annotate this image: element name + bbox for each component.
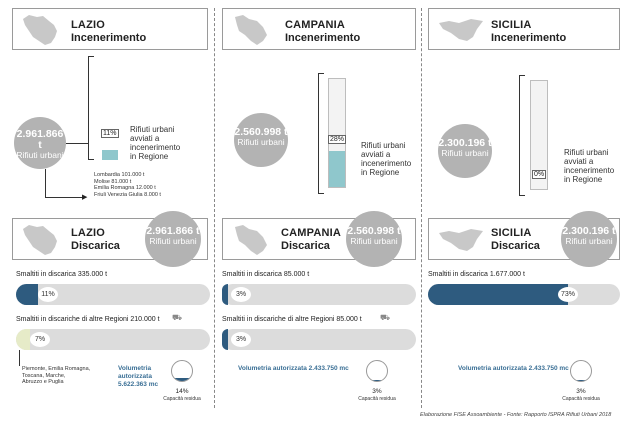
bar-fill xyxy=(16,284,38,305)
campania-capacity-percent: 3% xyxy=(372,388,382,395)
description-line: in Regione xyxy=(564,175,603,184)
region-name: SICILIA xyxy=(491,19,532,31)
campania-total-circle xyxy=(234,113,288,167)
list-item: Piemonte, Emilia Romagna, xyxy=(22,366,91,372)
campania-bracket-top xyxy=(318,73,324,74)
description-line: incenerimento xyxy=(361,159,412,168)
bar-fill xyxy=(222,329,228,350)
lazio-capacity-label: Capacità residua xyxy=(163,396,201,402)
sicilia-incenerimento-description xyxy=(564,148,614,184)
campania-discarica-total-circle xyxy=(346,211,402,267)
capacity-fill xyxy=(571,380,591,381)
bar-fill xyxy=(16,329,30,350)
sicilia-in-region-bar xyxy=(428,284,620,305)
arrow-right-icon: ▶ xyxy=(82,194,88,201)
volume-line: Volumetria autorizzata 2.433.750 mc xyxy=(458,365,569,372)
column-separator-2 xyxy=(421,8,422,408)
list-item: Abruzzo e Puglia xyxy=(22,379,64,385)
region-name: SICILIA xyxy=(491,227,532,239)
total-label: Rifiuti urbani xyxy=(16,150,64,160)
lazio-discarica-total-circle xyxy=(145,211,201,267)
lazio-arrow-horizontal xyxy=(45,197,84,198)
description-line: in Regione xyxy=(361,168,400,177)
bar-fill xyxy=(428,284,568,305)
lazio-bracket xyxy=(88,56,89,159)
campania-other-regions-bar xyxy=(222,329,416,350)
list-item: Lombardia 101.000 t xyxy=(94,172,145,178)
lazio-arrow-line xyxy=(45,169,46,197)
campania-other-regions-label: Smaltiti in discariche di altre Regioni 85.000 t xyxy=(222,316,362,323)
sicilia-bracket-bottom xyxy=(519,195,525,196)
total-value: 2.961.866 t xyxy=(16,128,64,151)
sicilia-capacity-label: Capacità residua xyxy=(562,396,600,402)
campania-tube-fill xyxy=(329,151,345,187)
total-value: 2.560.998 t xyxy=(347,225,401,237)
total-value: 2.560.998 t xyxy=(234,126,288,138)
volume-line: Volumetria autorizzata 2.433.750 mc xyxy=(238,365,349,372)
region-type: Incenerimento xyxy=(491,32,567,44)
sicilia-total-circle xyxy=(438,124,492,178)
lazio-map-icon xyxy=(21,13,59,47)
lazio-map-icon xyxy=(21,223,59,257)
lazio-other-regions-bar xyxy=(16,329,210,350)
total-label: Rifiuti urbani xyxy=(149,236,197,246)
total-value: 2.300.196 t xyxy=(438,137,492,149)
lazio-in-region-bar xyxy=(16,284,210,305)
lazio-volume-label xyxy=(118,365,158,389)
total-label: Rifiuti urbani xyxy=(350,236,398,246)
volume-line: autorizzata xyxy=(118,373,152,380)
bar-percent: 73% xyxy=(558,287,578,302)
lazio-bracket-link xyxy=(66,143,88,144)
campania-map-icon xyxy=(231,223,269,257)
list-item: Emilia Romagna 12.000 t xyxy=(94,185,156,191)
bar-fill xyxy=(222,284,228,305)
sicilia-capacity-percent: 3% xyxy=(576,388,586,395)
lazio-bracket-top xyxy=(88,56,94,57)
total-label: Rifiuti urbani xyxy=(441,148,489,158)
lazio-capacity-percent: 14% xyxy=(175,388,189,395)
sicilia-volume-label xyxy=(458,365,569,373)
sicilia-incenerimento-percent: 0% xyxy=(534,171,545,178)
region-type: Discarica xyxy=(491,240,540,252)
bar-percent: 3% xyxy=(231,332,251,347)
bar-percent: 3% xyxy=(231,287,251,302)
description-line: avviati a xyxy=(130,134,160,143)
description-line: Rifiuti urbani xyxy=(361,141,406,150)
sicilia-map-icon xyxy=(437,227,485,253)
campania-capacity-label: Capacità residua xyxy=(358,396,396,402)
total-value: 2.300.196 t xyxy=(562,225,616,237)
description-line: in Regione xyxy=(130,152,169,161)
total-label: Rifiuti urbani xyxy=(565,236,613,246)
sicilia-incenerimento-header xyxy=(428,8,620,50)
bar-percent: 7% xyxy=(30,332,50,347)
sicilia-bracket-top xyxy=(519,75,525,76)
lazio-total-circle xyxy=(14,117,66,169)
truck-icon: ⛟ xyxy=(172,313,183,322)
campania-in-region-label: Smaltiti in discarica 85.000 t xyxy=(222,271,310,278)
campania-capacity-gauge xyxy=(366,360,388,382)
description-line: incenerimento xyxy=(564,166,615,175)
lazio-in-region-label: Smaltiti in discarica 335.000 t xyxy=(16,271,108,278)
region-name: CAMPANIA xyxy=(281,227,342,239)
description-line: avviati a xyxy=(361,150,391,159)
lazio-other-regions-label: Smaltiti in discariche di altre Regioni 210.000 t xyxy=(16,316,160,323)
lazio-tube-fill xyxy=(102,150,118,160)
sicilia-discarica-total-circle xyxy=(561,211,617,267)
lazio-incenerimento-description xyxy=(130,125,180,161)
lazio-list-bracket xyxy=(19,350,20,366)
sicilia-map-icon xyxy=(437,17,485,43)
campania-bracket xyxy=(318,73,319,193)
lazio-discarica-regions-list xyxy=(22,366,90,386)
sicilia-in-region-label: Smaltiti in discarica 1.677.000 t xyxy=(428,271,525,278)
description-line: incenerimento xyxy=(130,143,181,152)
region-name: LAZIO xyxy=(71,19,105,31)
capacity-fill xyxy=(367,380,387,381)
lazio-incenerimento-tube xyxy=(101,62,119,161)
lazio-bracket-bottom xyxy=(88,159,94,160)
lazio-incenerimento-percent: 11% xyxy=(103,130,117,137)
description-line: avviati a xyxy=(564,157,594,166)
campania-bracket-bottom xyxy=(318,193,324,194)
region-type: Discarica xyxy=(281,240,330,252)
truck-icon: ⛟ xyxy=(380,313,391,322)
region-name: LAZIO xyxy=(71,227,105,239)
region-name: CAMPANIA xyxy=(285,19,346,31)
lazio-incenerimento-header xyxy=(12,8,208,50)
description-line: Rifiuti urbani xyxy=(130,125,175,134)
list-item: Friuli Venezia Giulia 8.000 t xyxy=(94,191,161,198)
total-value: 2.961.866 t xyxy=(146,225,200,237)
total-label: Rifiuti urbani xyxy=(237,137,285,147)
list-item: Toscana, Marche, xyxy=(22,372,66,379)
campania-incenerimento-description xyxy=(361,141,411,177)
campania-map-icon xyxy=(231,13,269,47)
campania-volume-label xyxy=(238,365,349,373)
campania-incenerimento-header xyxy=(222,8,416,50)
region-type: Discarica xyxy=(71,240,120,252)
capacity-fill xyxy=(172,378,192,381)
campania-incenerimento-tube xyxy=(328,78,346,188)
description-line: Rifiuti urbani xyxy=(564,148,609,157)
lazio-other-regions-list xyxy=(94,172,161,198)
region-type: Incenerimento xyxy=(285,32,361,44)
sicilia-capacity-gauge xyxy=(570,360,592,382)
bar-percent: 11% xyxy=(38,287,58,302)
footer-source: Elaborazione FISE Assoambiente - Fonte: Rapporto ISPRA Rifiuti Urbani 2018 xyxy=(420,412,612,418)
campania-in-region-bar xyxy=(222,284,416,305)
campania-incenerimento-percent: 28% xyxy=(330,136,345,143)
lazio-capacity-gauge xyxy=(171,360,193,382)
volume-line: Volumetria xyxy=(118,365,152,372)
list-item: Molise 81.000 t xyxy=(94,178,132,185)
volume-line: 5.622.363 mc xyxy=(118,381,159,388)
region-type: Incenerimento xyxy=(71,32,147,44)
sicilia-bracket xyxy=(519,75,520,195)
column-separator-1 xyxy=(214,8,215,408)
